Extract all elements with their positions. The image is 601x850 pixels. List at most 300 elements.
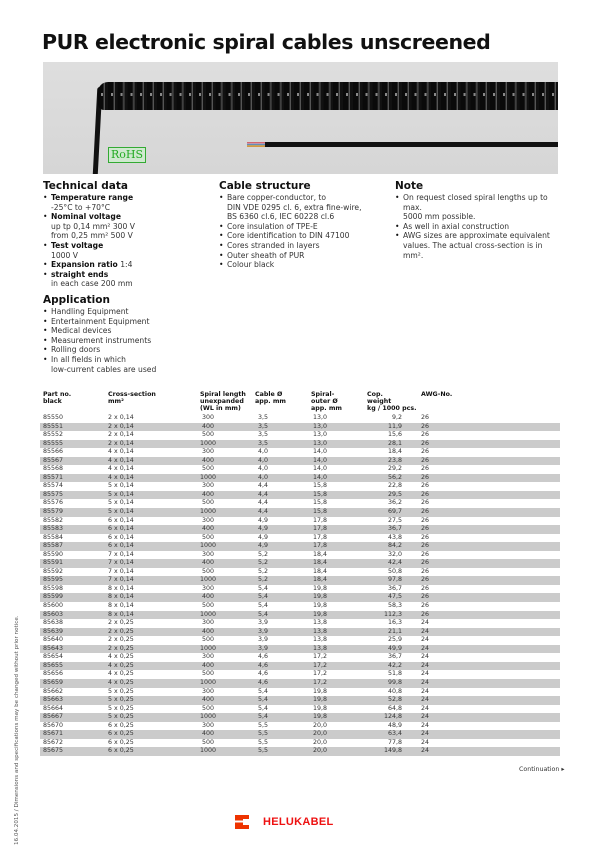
awg-no-cell: 24: [421, 636, 430, 644]
cross-section-cell: 5 x 0,14: [108, 499, 134, 507]
copper-weight-cell: 21,1: [387, 627, 402, 635]
cross-section-cell: 4 x 0,14: [108, 448, 134, 456]
table-row: [40, 696, 560, 705]
column-header-line: weight: [367, 398, 392, 405]
column-header-line: app. mm: [255, 398, 286, 405]
part-no-cell: 85659: [43, 678, 64, 686]
part-no-cell: 85640: [43, 636, 64, 644]
cross-section-cell: 4 x 0,14: [108, 473, 134, 481]
part-no-cell: 85555: [43, 439, 64, 447]
awg-no-cell: 26: [421, 533, 430, 541]
cross-section-cell: 2 x 0,25: [108, 644, 134, 652]
copper-weight-cell: 36,7: [387, 525, 402, 533]
cross-section-cell: 6 x 0,14: [108, 533, 134, 541]
spiral-cable-coil: [98, 82, 558, 110]
list-item: low-current cables are used: [51, 364, 157, 374]
cross-section-cell: 6 x 0,14: [108, 525, 134, 533]
spiral-outer-diameter-cell: 15,8: [313, 499, 328, 507]
cable-diameter-cell: 3,5: [258, 422, 269, 430]
spiral-outer-diameter-cell: 19,8: [313, 713, 328, 721]
cross-section-cell: 4 x 0,14: [108, 456, 134, 464]
awg-no-cell: 26: [421, 516, 430, 524]
part-no-cell: 85662: [43, 687, 64, 695]
awg-no-cell: 26: [421, 465, 430, 473]
spiral-length-cell: 400: [201, 661, 214, 669]
table-row: [40, 465, 560, 474]
cable-diameter-cell: 4,4: [258, 490, 269, 498]
list-item: • Bare copper-conductor, to: [219, 193, 389, 203]
cross-section-cell: 8 x 0,14: [108, 584, 134, 592]
spiral-length-cell: 500: [201, 602, 214, 610]
spiral-outer-diameter-cell: 13,0: [313, 414, 328, 421]
list-item: • Entertainment Equipment: [43, 317, 213, 327]
copper-weight-cell: 63,4: [387, 730, 402, 738]
list-item: • As well in axial construction: [395, 222, 565, 232]
cross-section-cell: 5 x 0,14: [108, 490, 134, 498]
cable-diameter-cell: 4,9: [258, 533, 269, 541]
table-row: [40, 559, 560, 568]
spiral-length-cell: 300: [201, 584, 214, 592]
table-row: [40, 431, 560, 440]
copper-weight-cell: 32,0: [387, 550, 402, 558]
cable-diameter-cell: 5,5: [258, 730, 269, 738]
copper-weight-cell: 77,8: [387, 738, 402, 746]
awg-no-cell: 24: [421, 696, 430, 704]
column-header-line: app. mm: [311, 405, 342, 412]
copper-weight-cell: 9,2: [391, 414, 402, 421]
spiral-outer-diameter-cell: 13,8: [313, 644, 328, 652]
table-row: [40, 662, 560, 671]
spiral-outer-diameter-cell: 14,0: [313, 473, 328, 481]
table-row: [40, 713, 560, 722]
copper-weight-cell: 50,8: [387, 567, 402, 575]
table-row: [40, 551, 560, 560]
table-row: [40, 474, 560, 483]
cross-section-cell: 2 x 0,14: [108, 431, 134, 439]
list-item: • Colour black: [219, 260, 389, 270]
spiral-outer-diameter-cell: 14,0: [313, 448, 328, 456]
copper-weight-cell: 99,8: [387, 678, 402, 686]
copper-weight-cell: 58,3: [387, 602, 402, 610]
cross-section-cell: 8 x 0,14: [108, 610, 134, 618]
awg-no-cell: 24: [421, 713, 430, 721]
tech-item-value: -25°C to +70°C: [51, 202, 111, 212]
cross-section-cell: 2 x 0,25: [108, 636, 134, 644]
table-row: [40, 457, 560, 466]
spiral-outer-diameter-cell: 17,8: [313, 533, 328, 541]
spiral-outer-diameter-cell: 15,8: [313, 482, 328, 490]
spiral-length-cell: 1000: [200, 473, 217, 481]
awg-no-cell: 26: [421, 525, 430, 533]
spiral-length-cell: 500: [201, 670, 214, 678]
awg-no-cell: 26: [421, 422, 430, 430]
awg-no-cell: 26: [421, 584, 430, 592]
awg-no-cell: 24: [421, 661, 430, 669]
cable-core-wires: [247, 142, 267, 147]
cable-diameter-cell: 4,0: [258, 448, 269, 456]
spiral-outer-diameter-cell: 17,2: [313, 678, 328, 686]
copper-weight-cell: 18,4: [387, 448, 402, 456]
awg-no-cell: 26: [421, 542, 430, 550]
part-no-cell: 85675: [43, 747, 64, 755]
awg-no-cell: 26: [421, 456, 430, 464]
copper-weight-cell: 47,5: [387, 593, 402, 601]
cross-section-cell: 7 x 0,14: [108, 559, 134, 567]
table-row: [40, 593, 560, 602]
part-no-cell: 85603: [43, 610, 64, 618]
spiral-length-cell: 500: [201, 636, 214, 644]
cable-diameter-cell: 5,4: [258, 713, 269, 721]
part-no-cell: 85643: [43, 644, 64, 652]
copper-weight-cell: 49,9: [387, 644, 402, 652]
copper-weight-cell: 42,4: [387, 559, 402, 567]
section-heading: Application: [43, 294, 110, 306]
rohs-badge: RoHS: [108, 147, 146, 163]
copper-weight-cell: 36,7: [387, 653, 402, 661]
column-header-line: black: [43, 398, 62, 405]
cable-diameter-cell: 5,4: [258, 687, 269, 695]
awg-no-cell: 24: [421, 687, 430, 695]
table-row: [40, 525, 560, 534]
list-item: values. The actual cross-section is in mm².: [403, 240, 543, 260]
cable-diameter-cell: 4,9: [258, 525, 269, 533]
section-heading: Note: [395, 180, 424, 192]
cross-section-cell: 6 x 0,25: [108, 721, 134, 729]
cable-diameter-cell: 5,4: [258, 696, 269, 704]
copper-weight-cell: 29,5: [387, 490, 402, 498]
cable-diameter-cell: 4,6: [258, 678, 269, 686]
part-no-cell: 85655: [43, 661, 64, 669]
spiral-outer-diameter-cell: 14,0: [313, 456, 328, 464]
column-header: [200, 391, 246, 412]
cross-section-cell: 4 x 0,14: [108, 465, 134, 473]
list-item: • Medical devices: [43, 326, 213, 336]
tech-item: [43, 270, 213, 289]
spiral-length-cell: 1000: [200, 678, 217, 686]
spiral-outer-diameter-cell: 18,4: [313, 559, 328, 567]
tech-item-label: Temperature range: [51, 193, 134, 202]
part-no-cell: 85568: [43, 465, 64, 473]
table-row: [40, 739, 560, 748]
table-row: [40, 517, 560, 526]
spiral-outer-diameter-cell: 19,8: [313, 696, 328, 704]
table-row: [40, 423, 560, 432]
table-row: [40, 679, 560, 688]
cable-diameter-cell: 5,5: [258, 738, 269, 746]
spiral-length-cell: 1000: [200, 508, 217, 516]
copper-weight-cell: 25,9: [387, 636, 402, 644]
part-no-cell: 85551: [43, 422, 64, 430]
spiral-length-cell: 500: [201, 431, 214, 439]
spiral-length-cell: 300: [201, 687, 214, 695]
list-item: • Core identification to DIN 47100: [219, 231, 389, 241]
cable-diameter-cell: 5,2: [258, 576, 269, 584]
cable-diameter-cell: 5,5: [258, 747, 269, 755]
spiral-length-cell: 500: [201, 499, 214, 507]
table-body: [40, 414, 560, 756]
copper-weight-cell: 56,2: [387, 473, 402, 481]
cross-section-cell: 2 x 0,25: [108, 619, 134, 627]
spiral-outer-diameter-cell: 13,8: [313, 627, 328, 635]
copper-weight-cell: 52,8: [387, 696, 402, 704]
spiral-length-cell: 400: [201, 422, 214, 430]
part-no-cell: 85552: [43, 431, 64, 439]
cross-section-cell: 4 x 0,25: [108, 670, 134, 678]
cross-section-cell: 7 x 0,14: [108, 576, 134, 584]
cable-diameter-cell: 5,2: [258, 559, 269, 567]
table-row: [40, 440, 560, 449]
cross-section-cell: 8 x 0,14: [108, 602, 134, 610]
cable-diameter-cell: 5,2: [258, 567, 269, 575]
cable-diameter-cell: 3,5: [258, 414, 269, 421]
spiral-outer-diameter-cell: 14,0: [313, 465, 328, 473]
spiral-length-cell: 300: [201, 516, 214, 524]
table-row: [40, 670, 560, 679]
awg-no-cell: 26: [421, 508, 430, 516]
spiral-outer-diameter-cell: 20,0: [313, 730, 328, 738]
part-no-cell: 85591: [43, 559, 64, 567]
cross-section-cell: 4 x 0,25: [108, 653, 134, 661]
part-no-cell: 85571: [43, 473, 64, 481]
awg-no-cell: 26: [421, 448, 430, 456]
part-no-cell: 85587: [43, 542, 64, 550]
cross-section-cell: 7 x 0,14: [108, 550, 134, 558]
spiral-length-cell: 400: [201, 593, 214, 601]
brand-name: HELUKABEL: [263, 816, 334, 828]
spiral-outer-diameter-cell: 13,8: [313, 619, 328, 627]
note-section: [395, 180, 565, 260]
awg-no-cell: 26: [421, 499, 430, 507]
copper-weight-cell: 51,8: [387, 670, 402, 678]
table-row: [40, 499, 560, 508]
spiral-outer-diameter-cell: 19,8: [313, 610, 328, 618]
awg-no-cell: 26: [421, 490, 430, 498]
cross-section-cell: 5 x 0,25: [108, 696, 134, 704]
spiral-length-cell: 400: [201, 559, 214, 567]
cable-diameter-cell: 5,5: [258, 721, 269, 729]
spiral-outer-diameter-cell: 13,0: [313, 431, 328, 439]
cross-section-cell: 5 x 0,25: [108, 687, 134, 695]
awg-no-cell: 26: [421, 593, 430, 601]
list-item: • Rolling doors: [43, 345, 213, 355]
spiral-outer-diameter-cell: 18,4: [313, 567, 328, 575]
part-no-cell: 85599: [43, 593, 64, 601]
cable-diameter-cell: 3,9: [258, 644, 269, 652]
spiral-length-cell: 300: [201, 482, 214, 490]
part-no-cell: 85592: [43, 567, 64, 575]
part-no-cell: 85579: [43, 508, 64, 516]
spiral-outer-diameter-cell: 19,8: [313, 593, 328, 601]
awg-no-cell: 24: [421, 747, 430, 755]
spiral-length-cell: 500: [201, 738, 214, 746]
cross-section-cell: 6 x 0,25: [108, 730, 134, 738]
tech-item-value: up tp 0,14 mm² 300 V: [51, 221, 135, 231]
spiral-length-cell: 400: [201, 627, 214, 635]
spiral-length-cell: 1000: [200, 542, 217, 550]
awg-no-cell: 24: [421, 721, 430, 729]
part-no-cell: 85664: [43, 704, 64, 712]
cable-diameter-cell: 4,0: [258, 465, 269, 473]
cross-section-cell: 8 x 0,14: [108, 593, 134, 601]
spiral-length-cell: 400: [201, 696, 214, 704]
list-item: 5000 mm possible.: [403, 212, 476, 222]
cross-section-cell: 4 x 0,25: [108, 678, 134, 686]
column-header-line: Spiral length: [200, 391, 246, 398]
spiral-length-cell: 1000: [200, 747, 217, 755]
spiral-outer-diameter-cell: 20,0: [313, 747, 328, 755]
cross-section-cell: 6 x 0,14: [108, 542, 134, 550]
column-header-line: (WL in mm): [200, 405, 241, 412]
spiral-length-cell: 1000: [200, 610, 217, 618]
tech-item-value: 1000 V: [51, 250, 78, 260]
part-no-cell: 85600: [43, 602, 64, 610]
part-no-cell: 85639: [43, 627, 64, 635]
spiral-outer-diameter-cell: 17,8: [313, 525, 328, 533]
cable-diameter-cell: 5,4: [258, 584, 269, 592]
cable-diameter-cell: 4,4: [258, 508, 269, 516]
cable-diameter-cell: 4,9: [258, 542, 269, 550]
copper-weight-cell: 40,8: [387, 687, 402, 695]
awg-no-cell: 24: [421, 730, 430, 738]
awg-no-cell: 24: [421, 619, 430, 627]
copper-weight-cell: 22,8: [387, 482, 402, 490]
cable-structure-section: [219, 180, 389, 270]
table-row: [40, 628, 560, 637]
tech-item-label: Nominal voltage: [51, 212, 121, 222]
spiral-outer-diameter-cell: 13,0: [313, 439, 328, 447]
table-row: [40, 611, 560, 620]
cross-section-cell: 5 x 0,14: [108, 482, 134, 490]
parts-table: [40, 391, 560, 756]
cable-diameter-cell: 5,4: [258, 602, 269, 610]
awg-no-cell: 26: [421, 559, 430, 567]
table-row: [40, 482, 560, 491]
copper-weight-cell: 97,8: [387, 576, 402, 584]
table-row: [40, 491, 560, 500]
copper-weight-cell: 15,6: [387, 431, 402, 439]
spiral-length-cell: 300: [201, 448, 214, 456]
table-row: [40, 602, 560, 611]
awg-no-cell: 26: [421, 550, 430, 558]
spiral-length-cell: 1000: [200, 576, 217, 584]
copper-weight-cell: 149,8: [383, 747, 402, 755]
spiral-outer-diameter-cell: 19,8: [313, 602, 328, 610]
table-row: [40, 645, 560, 654]
spiral-length-cell: 1000: [200, 439, 217, 447]
spiral-length-cell: 1000: [200, 644, 217, 652]
column-header-line: Cop.: [367, 391, 383, 398]
table-row: [40, 688, 560, 697]
table-row: [40, 534, 560, 543]
copper-weight-cell: 28,1: [387, 439, 402, 447]
spiral-length-cell: 500: [201, 533, 214, 541]
product-photo: [43, 62, 558, 174]
part-no-cell: 85638: [43, 619, 64, 627]
cross-section-cell: 2 x 0,14: [108, 414, 134, 421]
column-header-line: mm²: [108, 398, 124, 405]
side-disclaimer: 16.04.2015 / Dimensions and specifications may be changed without prior notice.: [14, 615, 20, 845]
column-header-line: kg / 1000 pcs.: [367, 405, 417, 412]
cross-section-cell: 4 x 0,25: [108, 661, 134, 669]
column-header-line: Cable Ø: [255, 391, 283, 398]
list-item: • Measurement instruments: [43, 336, 213, 346]
tech-item-value: from 0,25 mm² 500 V: [51, 231, 133, 241]
cross-section-cell: 6 x 0,25: [108, 747, 134, 755]
tech-item-label: Expansion ratio: [51, 260, 118, 270]
cable-diameter-cell: 3,5: [258, 431, 269, 439]
spiral-outer-diameter-cell: 17,2: [313, 661, 328, 669]
part-no-cell: 85566: [43, 448, 64, 456]
awg-no-cell: 26: [421, 414, 430, 421]
spiral-outer-diameter-cell: 17,2: [313, 653, 328, 661]
table-row: [40, 568, 560, 577]
column-header: [108, 391, 156, 405]
spiral-length-cell: 400: [201, 730, 214, 738]
table-header: [40, 391, 560, 414]
awg-no-cell: 26: [421, 602, 430, 610]
helukabel-logo-mark-icon: [235, 815, 249, 829]
cable-diameter-cell: 4,6: [258, 670, 269, 678]
copper-weight-cell: 23,8: [387, 456, 402, 464]
spiral-outer-diameter-cell: 13,0: [313, 422, 328, 430]
spiral-outer-diameter-cell: 17,8: [313, 516, 328, 524]
list-item: • Core insulation of TPE-E: [219, 222, 389, 232]
page-title: PUR electronic spiral cables unscreened: [42, 30, 491, 54]
cross-section-cell: 2 x 0,14: [108, 439, 134, 447]
cable-diameter-cell: 4,0: [258, 473, 269, 481]
table-row: [40, 747, 560, 756]
spiral-outer-diameter-cell: 18,4: [313, 550, 328, 558]
spiral-outer-diameter-cell: 20,0: [313, 738, 328, 746]
awg-no-cell: 24: [421, 670, 430, 678]
part-no-cell: 85584: [43, 533, 64, 541]
copper-weight-cell: 27,5: [387, 516, 402, 524]
spiral-length-cell: 400: [201, 490, 214, 498]
tech-item: [43, 241, 213, 260]
copper-weight-cell: 42,2: [387, 661, 402, 669]
technical-data-section: [43, 180, 213, 289]
awg-no-cell: 24: [421, 678, 430, 686]
awg-no-cell: 26: [421, 439, 430, 447]
part-no-cell: 85672: [43, 738, 64, 746]
part-no-cell: 85582: [43, 516, 64, 524]
spiral-outer-diameter-cell: 19,8: [313, 704, 328, 712]
cable-diameter-cell: 5,4: [258, 704, 269, 712]
continuation-link[interactable]: Continuation ▸: [519, 766, 565, 773]
spiral-length-cell: 300: [201, 721, 214, 729]
copper-weight-cell: 48,9: [387, 721, 402, 729]
tech-item: [43, 212, 213, 241]
tech-item: [43, 193, 213, 212]
part-no-cell: 85670: [43, 721, 64, 729]
part-no-cell: 85598: [43, 584, 64, 592]
spiral-outer-diameter-cell: 19,8: [313, 687, 328, 695]
tech-item-value: 1:4: [120, 260, 133, 270]
part-no-cell: 85667: [43, 713, 64, 721]
spiral-outer-diameter-cell: 19,8: [313, 584, 328, 592]
copper-weight-cell: 112,3: [383, 610, 402, 618]
column-header: [367, 391, 416, 412]
copper-weight-cell: 11,9: [387, 422, 402, 430]
cross-section-cell: 2 x 0,14: [108, 422, 134, 430]
table-row: [40, 508, 560, 517]
awg-no-cell: 26: [421, 610, 430, 618]
copper-weight-cell: 64,8: [387, 704, 402, 712]
spiral-length-cell: 400: [201, 525, 214, 533]
list-item: BS 6360 cl.6, IEC 60228 cl.6: [227, 212, 335, 222]
cable-diameter-cell: 3,9: [258, 636, 269, 644]
column-header: [255, 391, 286, 405]
